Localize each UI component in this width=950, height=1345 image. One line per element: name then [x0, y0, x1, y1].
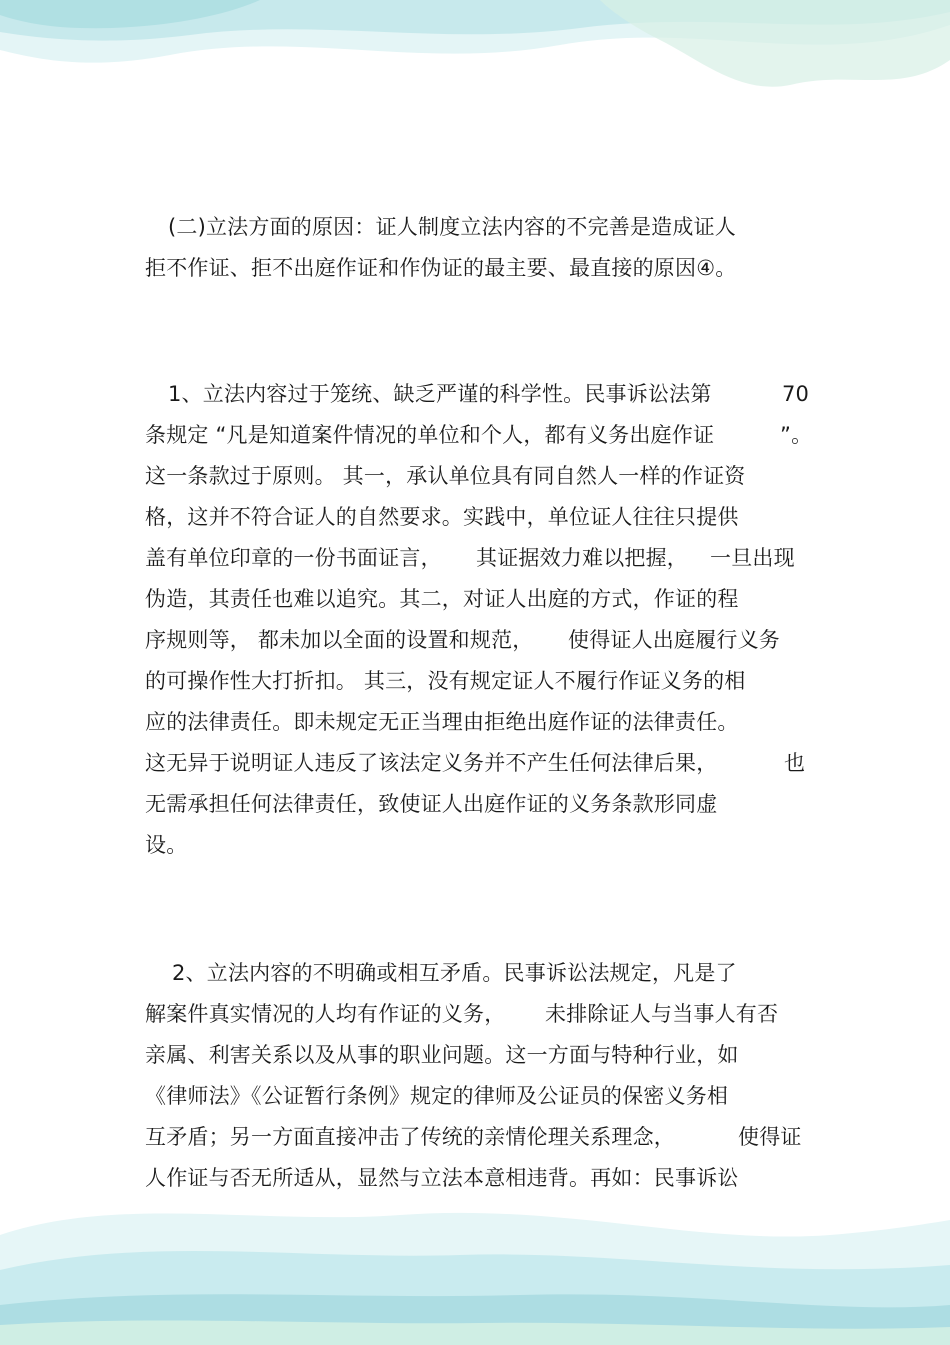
paragraph-line: 序规则等， 都未加以全面的设置和规范，: [145, 628, 534, 652]
paragraph-line: 人作证与否无所适从，显然与立法本意相违背。再如：民事诉讼: [145, 1166, 739, 1190]
paragraph-line: 条规定 “凡是知道案件情况的单位和个人，都有义务出庭作证: [145, 423, 715, 447]
paragraph-line-fragment: 使得证人出庭履行义务: [568, 628, 780, 652]
paragraph-line: 这一条款过于原则。 其一，承认单位具有同自然人一样的作证资: [145, 464, 746, 488]
paragraph-line: 无需承担任何法律责任，致使证人出庭作证的义务条款形同虚: [145, 792, 718, 816]
paragraph-line-fragment: 也: [784, 751, 806, 775]
paragraph-line: 的可操作性大打折扣。 其三，没有规定证人不履行作证义务的相: [145, 669, 746, 693]
paragraph-line: 应的法律责任。即未规定无正当理由拒绝出庭作证的法律责任。: [145, 710, 739, 734]
paragraph-line: 2、立法内容的不明确或相互矛盾。民事诉讼法规定，凡是了: [172, 961, 737, 985]
paragraph-line: 这无异于说明证人违反了该法定义务并不产生任何法律后果，: [145, 751, 718, 775]
paragraph-line-fragment: 70: [782, 382, 810, 406]
section-heading-line: (二)立法方面的原因：证人制度立法内容的不完善是造成证人: [168, 215, 736, 239]
paragraph-line: 《律师法》《公证暂行条例》规定的律师及公证员的保密义务相: [145, 1084, 729, 1108]
paragraph-line-fragment: ”。: [780, 423, 813, 447]
paragraph-line: 1、立法内容过于笼统、缺乏严谨的科学性。民事诉讼法第: [168, 382, 712, 406]
paragraph-line: 设。: [145, 833, 188, 857]
paragraph-line-fragment: 使得证: [738, 1125, 802, 1149]
paragraph-line: 盖有单位印章的一份书面证言，: [145, 546, 442, 570]
paragraph-line: 解案件真实情况的人均有作证的义务，: [145, 1002, 506, 1026]
paragraph-line: 亲属、利害关系以及从事的职业问题。这一方面与特种行业，如: [145, 1043, 739, 1067]
paragraph-line-fragment: 一旦出现: [710, 546, 795, 570]
section-heading-line: 拒不作证、拒不出庭作证和作伪证的最主要、最直接的原因④。: [145, 256, 737, 280]
paragraph-line-fragment: 其证据效力难以把握，: [476, 546, 688, 570]
paragraph-line: 伪造，其责任也难以追究。其二，对证人出庭的方式，作证的程: [145, 587, 739, 611]
paragraph-line: 互矛盾；另一方面直接冲击了传统的亲情伦理关系理念，: [145, 1125, 675, 1149]
paragraph-line-fragment: 未排除证人与当事人有否: [545, 1002, 779, 1026]
paragraph-line: 格，这并不符合证人的自然要求。实践中，单位证人往往只提供: [145, 505, 739, 529]
